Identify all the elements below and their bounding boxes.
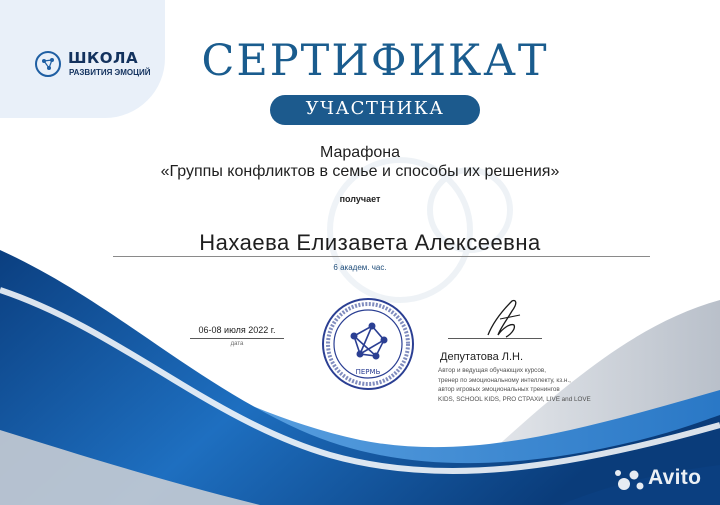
certificate-title: СЕРТИФИКАТ xyxy=(201,36,549,86)
stamp-seal-icon xyxy=(320,296,416,392)
signer-name: Депутатова Л.Н. xyxy=(440,351,524,363)
recipient-name: Нахаева Елизавета Алексеевна xyxy=(199,230,541,255)
signer-info-line: KIDS, SCHOOL KIDS, PRO СТРАХИ, LIVE and LOVE xyxy=(438,395,591,403)
signature-underline xyxy=(448,338,542,339)
signer-info-line: тренер по эмоциональному интеллекту, кз.н., xyxy=(438,376,571,384)
avito-watermark-text: Avito xyxy=(648,466,702,489)
date-caption: дата xyxy=(230,341,244,347)
signer-info-line: Автор и ведущая обучающих курсов, xyxy=(438,367,546,374)
marathon-name: «Группы конфликтов в семье и способы их решения» xyxy=(160,163,560,180)
logo-subtitle: РАЗВИТИЯ ЭМОЦИЙ xyxy=(69,68,151,77)
hours-label: 6 академ. час. xyxy=(333,263,387,272)
date-underline xyxy=(190,338,284,339)
logo-title: ШКОЛА xyxy=(68,49,139,67)
stamp-city: ПЕРМЬ xyxy=(355,368,381,376)
marathon-label: Марафона xyxy=(320,144,400,161)
date-value: 06-08 июля 2022 г. xyxy=(198,325,276,335)
logo-brain-icon xyxy=(34,50,62,78)
recipient-underline xyxy=(113,256,650,257)
receives-label: получает xyxy=(339,194,381,204)
signer-info xyxy=(438,366,618,404)
signer-info-line: автор игровых эмоциональных тренингов xyxy=(438,386,560,394)
certificate-subtitle: УЧАСТНИКА xyxy=(305,98,445,119)
